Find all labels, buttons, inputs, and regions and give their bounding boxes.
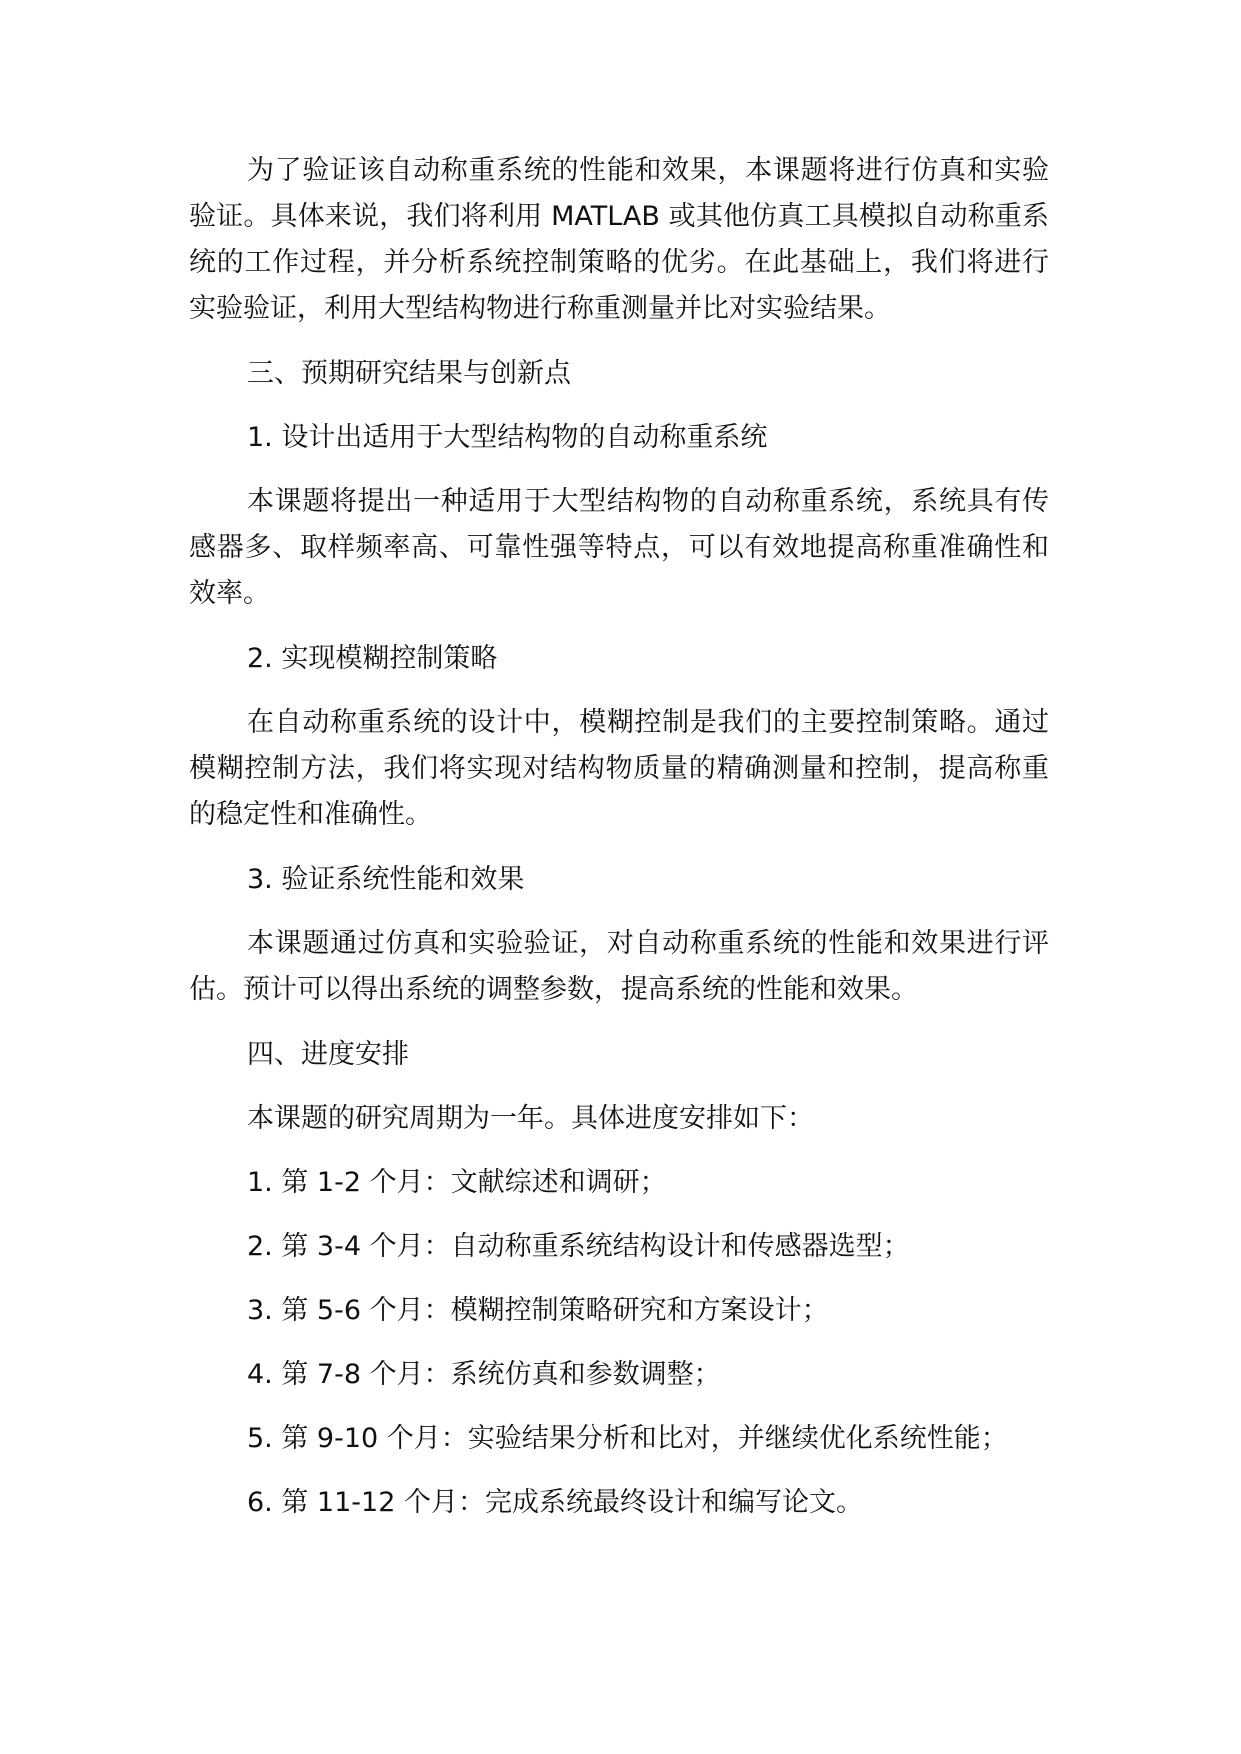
paragraph-system-design: 本课题将提出一种适用于大型结构物的自动称重系统，系统具有传感器多、取样频率高、可靠性强等特点，可以有效地提高称重准确性和效率。 xyxy=(189,486,1049,609)
section-heading-schedule: 四、进度安排 xyxy=(247,1039,409,1070)
subheading-verify-performance: 3. 验证系统性能和效果 xyxy=(247,864,525,895)
paragraph-fuzzy-control: 在自动称重系统的设计中，模糊控制是我们的主要控制策略。通过模糊控制方法，我们将实现对结构物质量的精确测量和控制，提高称重的稳定性和准确性。 xyxy=(189,707,1049,830)
schedule-item: 4. 第 7-8 个月：系统仿真和参数调整； xyxy=(247,1359,721,1390)
schedule-item: 2. 第 3-4 个月：自动称重系统结构设计和传感器选型； xyxy=(247,1231,910,1262)
schedule-item: 3. 第 5-6 个月：模糊控制策略研究和方案设计； xyxy=(247,1295,829,1326)
paragraph-schedule-intro: 本课题的研究周期为一年。具体进度安排如下： xyxy=(247,1103,814,1134)
schedule-item: 6. 第 11-12 个月：完成系统最终设计和编写论文。 xyxy=(247,1487,863,1518)
document-page xyxy=(189,148,1049,1526)
section-heading-expected-results: 三、预期研究结果与创新点 xyxy=(247,358,571,389)
subheading-fuzzy-control: 2. 实现模糊控制策略 xyxy=(247,643,498,674)
paragraph-verify-performance: 本课题通过仿真和实验验证，对自动称重系统的性能和效果进行评估。预计可以得出系统的调整参数，提高系统的性能和效果。 xyxy=(189,928,1049,1005)
subheading-design-system: 1. 设计出适用于大型结构物的自动称重系统 xyxy=(247,422,768,453)
schedule-item: 1. 第 1-2 个月：文献综述和调研； xyxy=(247,1167,667,1198)
paragraph-verification: 为了验证该自动称重系统的性能和效果，本课题将进行仿真和实验验证。具体来说，我们将利用 MATLAB 或其他仿真工具模拟自动称重系统的工作过程，并分析系统控制策略的优劣。在此基础上，我们将进行实验验证，利用大型结构物进行称重测量并比对实验结果。 xyxy=(189,155,1049,324)
schedule-item: 5. 第 9-10 个月：实验结果分析和比对，并继续优化系统性能； xyxy=(247,1423,1008,1454)
